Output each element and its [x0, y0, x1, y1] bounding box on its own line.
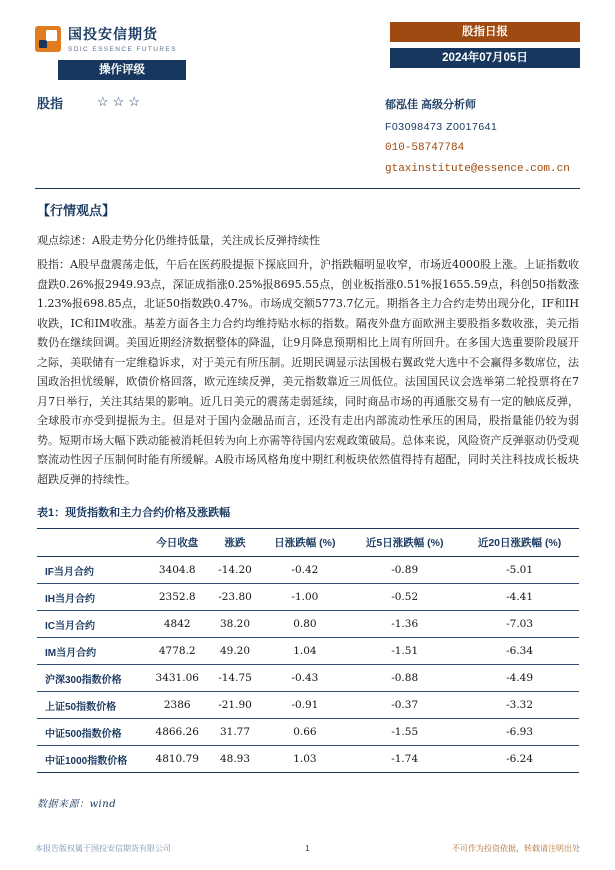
row-label: 上证50指数价格: [37, 692, 145, 719]
cell-value: -0.52: [349, 584, 460, 611]
cell-value: 49.20: [209, 638, 260, 665]
analyst-email: gtaxinstitute@essence.com.cn: [385, 163, 570, 175]
cell-value: -1.36: [349, 611, 460, 638]
rating-banner: 操作评级: [58, 60, 186, 80]
table-row: [37, 665, 579, 692]
company-logo-icon: [35, 26, 61, 52]
cell-value: -14.20: [209, 557, 260, 584]
price-table: [37, 528, 579, 773]
report-type-banner: 股指日报: [390, 22, 580, 42]
star-rating: ☆☆☆: [97, 95, 144, 110]
analyst-name: 郁泓佳 高级分析师: [385, 99, 477, 111]
cell-value: 48.93: [209, 746, 260, 773]
analyst-info: [385, 96, 580, 175]
cell-value: 38.20: [209, 611, 260, 638]
column-header: 日涨跌幅 (%): [261, 529, 350, 557]
table-header-row: [37, 529, 579, 557]
cell-value: 4810.79: [145, 746, 209, 773]
analyst-phone: 010-58747784: [385, 142, 465, 154]
table-row: [37, 746, 579, 773]
cell-value: -0.42: [261, 557, 350, 584]
report-header: [0, 0, 615, 175]
cell-value: 4842: [145, 611, 209, 638]
row-label: 中证1000指数价格: [37, 746, 145, 773]
cell-value: 2386: [145, 692, 209, 719]
table-row: [37, 611, 579, 638]
cell-value: -1.00: [261, 584, 350, 611]
viewpoint-body: 股指：A股早盘震荡走低，午后在医药股提振下探底回升，沪指跌幅明显收窄，市场近4000股上涨。上证指数收盘跌0.26%报2949.93点，深证成指涨0.25%报8695.55点，创业板指涨0.51%报1655.59点，科创50指数涨1.23%报698.85点，北证50指数跌0.47%。市场成交额5773.7亿元。期指各主力合约走势出现分化，IF和IH收跌，IC和IM收涨。基差方面各主力合约均维持贴水标的指数。隔夜外盘方面欧洲主要股指多数收涨，美元指数仍在继续回调。美国近期经济数据整体的降温，让9月降息预期相比上周有所回升。在多国大选重要阶段展开之际，美联储有一定维稳诉求，对于美元有所压制。近期民调显示法国极右翼政党大选中不会赢得多数席位，法国政治担忧缓解，欧债价格回落，欧元连续反弹，美元指数靠近三周低位。法国国民议会选举第二轮投票将在7月7日举行，关注其结果的影响。近几日美元的震荡走弱延续，同时商品市场的再通胀交易有一定的触底反弹，全球股市亦受到提振为主。但是对于国内金融品而言，还没有走出内部流动性承压的困局，股指量能仍较为弱势。短期市场大幅下跌动能被消耗但转为向上亦需等待国内宏观政策破局。总体来说，风险资产反弹驱动仍受观察流动性因子压制何时能有所缓解。A股市场风格角度中期红利板块依然值得持有超配，同时关注科技成长板块超跌反弹的持续性。: [37, 258, 579, 486]
table-head: [37, 529, 579, 557]
cell-value: -0.43: [261, 665, 350, 692]
report-date-banner: 2024年07月05日: [390, 48, 580, 68]
company-logo: [35, 24, 177, 53]
cell-value: -5.01: [460, 557, 579, 584]
cell-value: 3404.8: [145, 557, 209, 584]
table-row: [37, 719, 579, 746]
data-source-note: 数据来源：wind: [37, 799, 117, 810]
row-label: IH当月合约: [37, 584, 145, 611]
cell-value: -6.24: [460, 746, 579, 773]
cell-value: -4.41: [460, 584, 579, 611]
column-header: 今日收盘: [145, 529, 209, 557]
analyst-certificate: F03098473 Z0017641: [385, 121, 498, 133]
cell-value: -1.55: [349, 719, 460, 746]
cell-value: -7.03: [460, 611, 579, 638]
cell-value: -14.75: [209, 665, 260, 692]
column-header: [37, 529, 145, 557]
table-row: [37, 584, 579, 611]
cell-value: -0.89: [349, 557, 460, 584]
row-label: IM当月合约: [37, 638, 145, 665]
cell-value: -3.32: [460, 692, 579, 719]
cell-value: -1.74: [349, 746, 460, 773]
cell-value: -0.37: [349, 692, 460, 719]
report-footer: [35, 843, 580, 854]
cell-value: 0.80: [261, 611, 350, 638]
cell-value: 1.04: [261, 638, 350, 665]
column-header: 近20日涨跌幅 (%): [460, 529, 579, 557]
cell-value: 1.03: [261, 746, 350, 773]
footer-disclaimer: 不可作为投资依据，转载请注明出处: [452, 844, 580, 853]
company-name-cn: 国投安信期货: [68, 26, 158, 42]
cell-value: -0.88: [349, 665, 460, 692]
cell-value: -21.90: [209, 692, 260, 719]
cell-value: 3431.06: [145, 665, 209, 692]
report-type-block: [390, 22, 580, 68]
cell-value: -0.91: [261, 692, 350, 719]
row-label: 沪深300指数价格: [37, 665, 145, 692]
cell-value: 2352.8: [145, 584, 209, 611]
company-name-block: [68, 24, 177, 53]
header-divider: [35, 188, 580, 189]
cell-value: 31.77: [209, 719, 260, 746]
page-number: 1: [305, 844, 310, 853]
table-row: [37, 557, 579, 584]
cell-value: -6.93: [460, 719, 579, 746]
column-header: 涨跌: [209, 529, 260, 557]
cell-value: 0.66: [261, 719, 350, 746]
table-title: 表1：现货指数和主力合约价格及涨跌幅: [37, 507, 231, 519]
company-name-en: SDIC ESSENCE FUTURES: [68, 46, 177, 53]
table-row: [37, 692, 579, 719]
cell-value: -23.80: [209, 584, 260, 611]
cell-value: 4778.2: [145, 638, 209, 665]
row-label: IC当月合约: [37, 611, 145, 638]
column-header: 近5日涨跌幅 (%): [349, 529, 460, 557]
row-label: 中证500指数价格: [37, 719, 145, 746]
instrument-name: 股指: [37, 96, 64, 111]
cell-value: -1.51: [349, 638, 460, 665]
cell-value: -4.49: [460, 665, 579, 692]
table-body: [37, 557, 579, 773]
table-row: [37, 638, 579, 665]
report-body: [37, 196, 579, 810]
cell-value: -6.34: [460, 638, 579, 665]
cell-value: 4866.26: [145, 719, 209, 746]
section-title: 【行情观点】: [37, 203, 116, 218]
footer-copyright: 本报告版权属于国投安信期货有限公司: [35, 844, 171, 853]
viewpoint-summary: 观点综述：A股走势分化仍维持低量，关注成长反弹持续性: [37, 234, 320, 247]
instrument-rating-row: [37, 93, 144, 112]
row-label: IF当月合约: [37, 557, 145, 584]
